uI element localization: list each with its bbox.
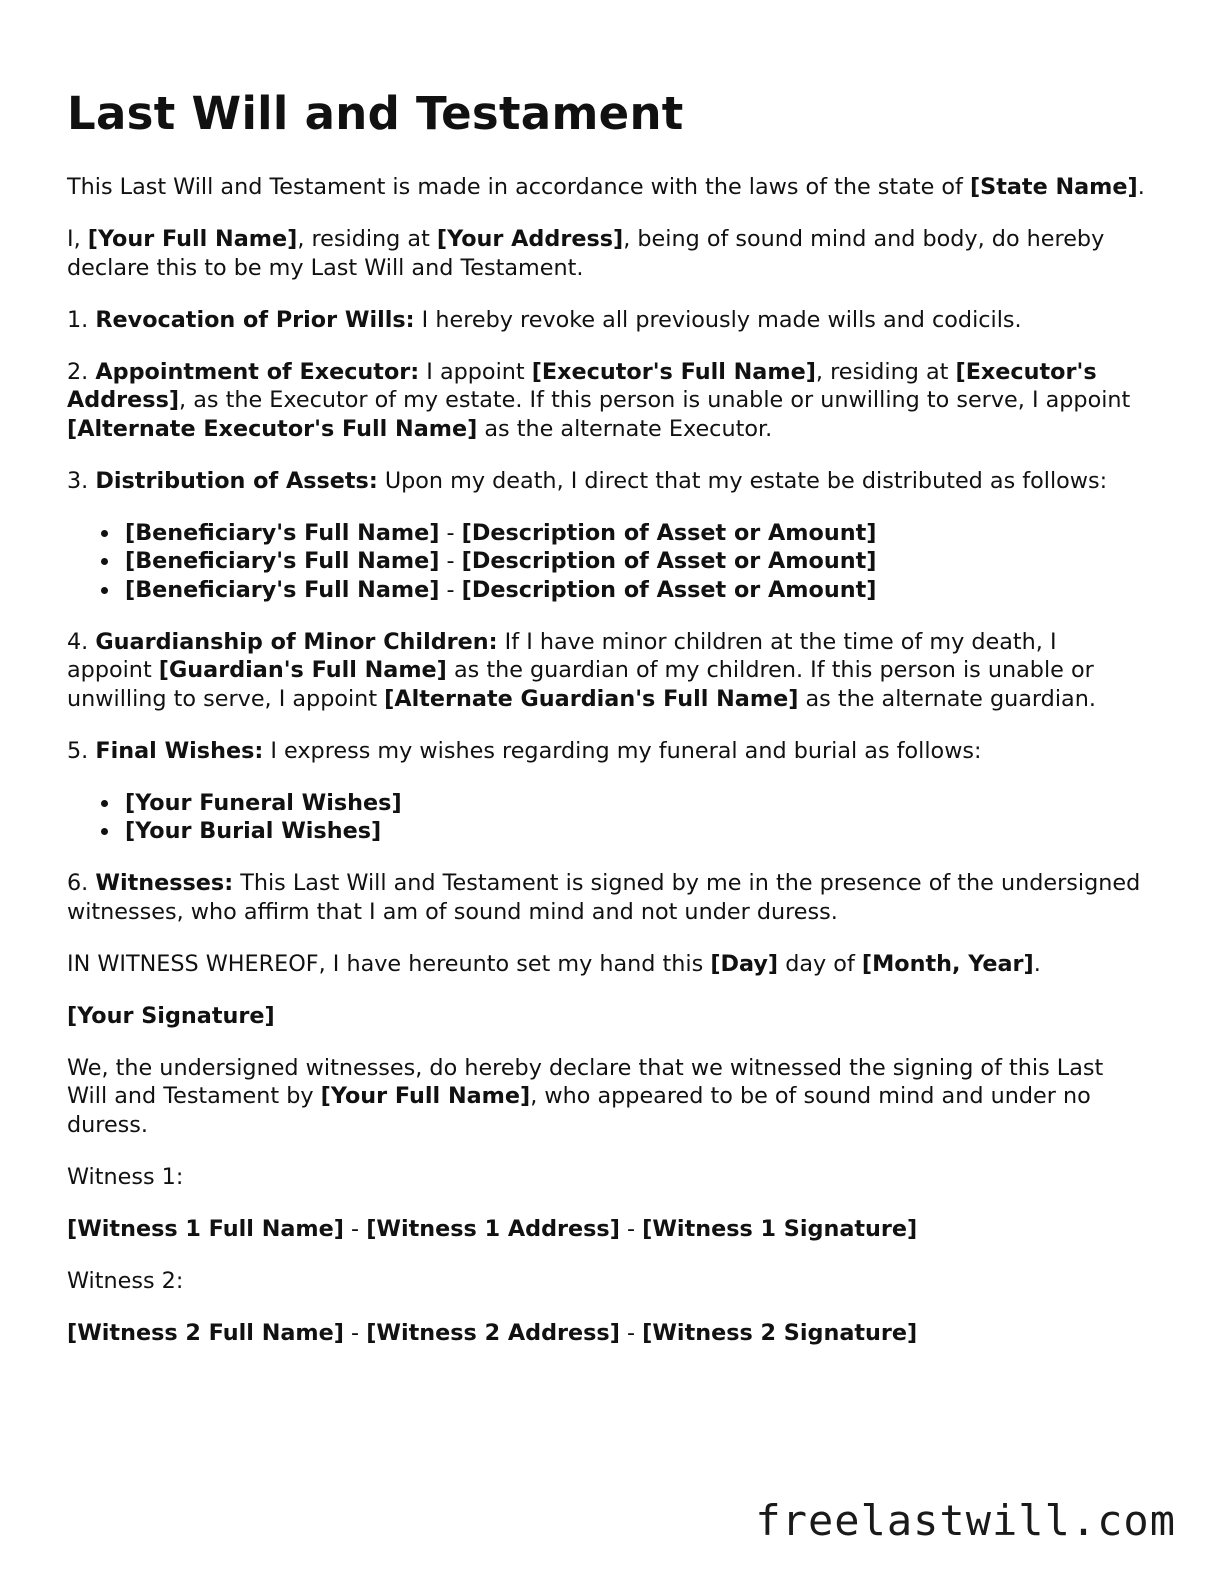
separator: -	[439, 548, 462, 574]
witness-address-placeholder: [Witness 1 Address]	[366, 1215, 620, 1242]
witness-address-placeholder: [Witness 2 Address]	[366, 1319, 620, 1346]
in-witness-paragraph	[67, 950, 1147, 979]
section-text: as the guardian of my children. If this person is unable or unwilling to serve, I appoint	[67, 657, 1094, 712]
witness-declaration-text: , who appeared to be of sound mind and under no duress.	[67, 1083, 1091, 1138]
section-text: as the alternate guardian.	[798, 685, 1096, 712]
guardian-name-placeholder: [Guardian's Full Name]	[158, 657, 447, 683]
section-heading: Revocation of Prior Wills:	[95, 306, 415, 333]
funeral-wishes-placeholder: [Your Funeral Wishes]	[125, 789, 402, 816]
document-page	[67, 0, 1147, 1347]
address-placeholder: [Your Address]	[436, 226, 624, 252]
section-number: 6.	[67, 870, 96, 896]
witness-1-label: Witness 1:	[67, 1163, 184, 1190]
in-witness-text: day of	[778, 950, 862, 977]
state-name-placeholder: [State Name]	[969, 174, 1138, 200]
list-item	[125, 576, 1147, 605]
asset-description-placeholder: [Description of Asset or Amount]	[461, 548, 877, 574]
alternate-executor-placeholder: [Alternate Executor's Full Name]	[67, 415, 478, 442]
section-revocation	[67, 306, 1147, 335]
witness-signature-placeholder: [Witness 2 Signature]	[642, 1319, 918, 1346]
watermark-text: freelastwill.com	[755, 1496, 1176, 1545]
signature-placeholder: [Your Signature]	[67, 1002, 275, 1029]
section-executor	[67, 358, 1147, 444]
section-text: If I have minor children at the time of my death, I appoint	[67, 628, 1057, 683]
executor-name-placeholder: [Executor's Full Name]	[531, 358, 816, 385]
full-name-placeholder: [Your Full Name]	[87, 226, 298, 252]
section-text: I appoint	[419, 358, 532, 385]
witness-declaration-text: We, the undersigned witnesses, do hereby declare that we witnessed the signing of this Last Will and Testament by	[67, 1054, 1104, 1109]
executor-address-placeholder: [Executor's Address]	[67, 358, 1097, 413]
list-item	[125, 519, 1147, 548]
declaration-text: , being of sound mind and body, do hereby declare this to be my Last Will and Testament.	[67, 226, 1105, 281]
section-heading: Final Wishes:	[95, 737, 264, 764]
section-text: I express my wishes regarding my funeral and burial as follows:	[263, 737, 982, 764]
section-text: , residing at	[815, 358, 956, 385]
in-witness-text: .	[1033, 950, 1041, 977]
month-year-placeholder: [Month, Year]	[861, 950, 1034, 977]
document-title: Last Will and Testament	[67, 87, 684, 140]
day-placeholder: [Day]	[710, 950, 779, 977]
declaration-text: I,	[67, 226, 88, 252]
burial-wishes-placeholder: [Your Burial Wishes]	[125, 818, 382, 844]
witness-name-placeholder: [Witness 1 Full Name]	[67, 1215, 344, 1242]
section-number: 1.	[67, 306, 96, 333]
beneficiary-name-placeholder: [Beneficiary's Full Name]	[125, 519, 440, 546]
witness-2-line	[67, 1319, 1147, 1348]
witness-2-label: Witness 2:	[67, 1267, 184, 1294]
witness-name-placeholder: [Witness 2 Full Name]	[67, 1319, 344, 1346]
section-number: 3.	[67, 467, 96, 494]
section-heading: Distribution of Assets:	[95, 467, 378, 494]
declaration-paragraph	[67, 225, 1147, 282]
section-distribution	[67, 467, 1147, 496]
section-text: I hereby revoke all previously made wills and codicils.	[414, 306, 1022, 333]
section-text: , as the Executor of my estate. If this person is unable or unwilling to serve, I appoint	[179, 387, 1131, 413]
asset-description-placeholder: [Description of Asset or Amount]	[461, 519, 877, 546]
separator: -	[343, 1215, 367, 1242]
full-name-placeholder: [Your Full Name]	[320, 1083, 531, 1109]
beneficiary-name-placeholder: [Beneficiary's Full Name]	[125, 576, 440, 603]
section-number: 4.	[67, 628, 96, 655]
section-text: This Last Will and Testament is signed by me in the presence of the undersigned witnesses, who affirm that I am of sound mind and not under duress.	[67, 870, 1141, 925]
list-item	[125, 817, 1147, 846]
section-heading: Appointment of Executor:	[95, 358, 420, 385]
separator: -	[619, 1215, 643, 1242]
separator: -	[619, 1319, 643, 1346]
separator: -	[343, 1319, 367, 1346]
witness-declaration-paragraph	[67, 1054, 1147, 1140]
beneficiary-list	[67, 519, 1147, 605]
beneficiary-name-placeholder: [Beneficiary's Full Name]	[125, 548, 440, 574]
wishes-list	[67, 789, 1147, 846]
intro-text: This Last Will and Testament is made in accordance with the laws of the state of	[67, 174, 970, 200]
witness-1-line	[67, 1215, 1147, 1244]
list-item	[125, 547, 1147, 576]
list-item	[125, 789, 1147, 818]
intro-paragraph	[67, 173, 1147, 202]
separator: -	[439, 519, 462, 546]
in-witness-text: IN WITNESS WHEREOF, I have hereunto set my hand this	[67, 950, 711, 977]
section-heading: Witnesses:	[95, 870, 234, 896]
section-number: 2.	[67, 358, 96, 385]
section-witnesses	[67, 869, 1147, 926]
section-final-wishes	[67, 737, 1147, 766]
section-text: Upon my death, I direct that my estate be distributed as follows:	[377, 467, 1108, 494]
asset-description-placeholder: [Description of Asset or Amount]	[461, 576, 877, 603]
section-guardianship	[67, 628, 1147, 714]
section-text: as the alternate Executor.	[477, 415, 773, 442]
section-number: 5.	[67, 737, 96, 764]
intro-text-end: .	[1137, 174, 1145, 200]
separator: -	[439, 576, 462, 603]
signature-line	[67, 1002, 1147, 1031]
alternate-guardian-placeholder: [Alternate Guardian's Full Name]	[384, 685, 799, 712]
witness-signature-placeholder: [Witness 1 Signature]	[642, 1215, 918, 1242]
section-heading: Guardianship of Minor Children:	[95, 628, 498, 655]
declaration-text: , residing at	[297, 226, 437, 252]
